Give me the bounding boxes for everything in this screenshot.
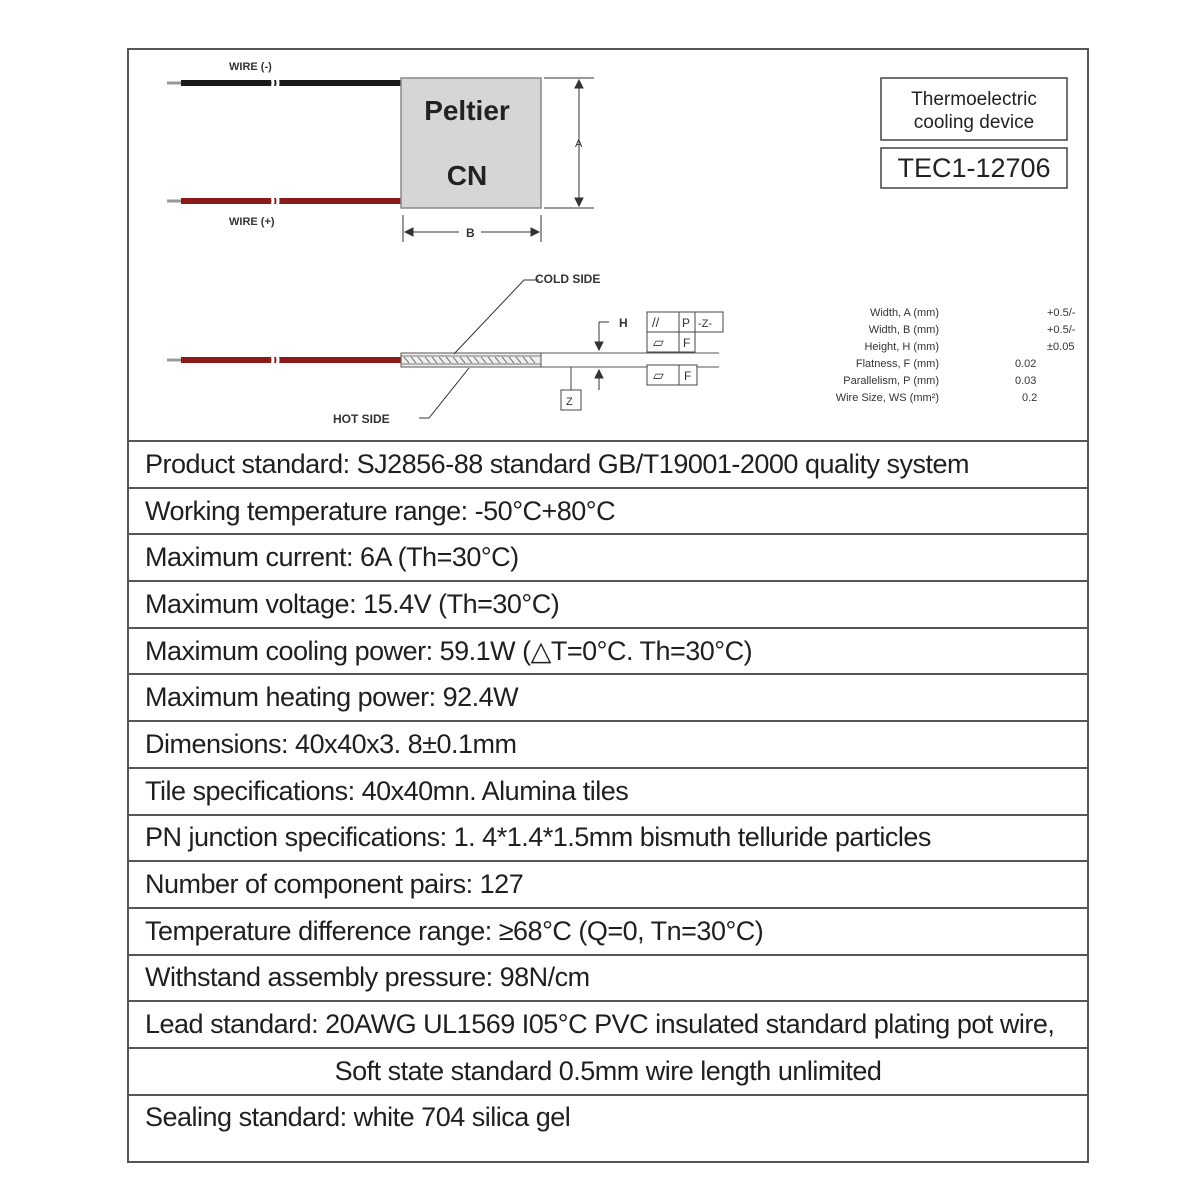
- spec-row: PN junction specifications: 1. 4*1.4*1.5mm bismuth telluride particles: [129, 814, 1087, 861]
- wire-positive: [167, 194, 401, 208]
- spec-row: Temperature difference range: ≥68°C (Q=0, Tn=30°C): [129, 907, 1087, 954]
- tolerance-label: Parallelism, P (mm): [843, 375, 939, 387]
- spec-row: Tile specifications: 40x40mn. Alumina tiles: [129, 767, 1087, 814]
- tolerance-value: 0.02: [1015, 358, 1037, 370]
- hot-side-label: HOT SIDE: [333, 412, 390, 426]
- module-label-line2: CN: [446, 160, 488, 191]
- dimension-b-label: B: [466, 226, 475, 240]
- wire-negative: [167, 76, 401, 90]
- tolerance-parallel-symbol: //: [652, 315, 660, 330]
- cold-side-label: COLD SIDE: [535, 272, 601, 286]
- device-caption-line2: cooling device: [913, 112, 1035, 133]
- tolerance-value: +0.5/-: [1047, 324, 1076, 336]
- model-number: TEC1-12706: [897, 153, 1051, 183]
- module-label-line1: Peltier: [424, 95, 510, 126]
- tolerance-value: 0.03: [1015, 375, 1037, 387]
- spec-row: Maximum cooling power: 59.1W (△T=0°C. Th=30°C): [129, 627, 1087, 674]
- dimension-a: [544, 78, 594, 208]
- tolerance-f-label: F: [683, 336, 691, 350]
- spec-row: Soft state standard 0.5mm wire length unlimited: [129, 1047, 1087, 1094]
- tolerance-label: Width, B (mm): [868, 324, 939, 336]
- peltier-diagram: [129, 50, 1087, 440]
- wire-positive-label: WIRE (+): [229, 216, 275, 228]
- dimension-a-label: A: [575, 138, 583, 150]
- spec-row: Sealing standard: white 704 silica gel: [129, 1094, 1087, 1141]
- spec-row: Withstand assembly pressure: 98N/cm: [129, 954, 1087, 1001]
- tolerance-label: Flatness, F (mm): [855, 358, 939, 370]
- wire-negative-label: WIRE (-): [229, 61, 272, 73]
- side-view-wire: [167, 353, 401, 367]
- spec-row: Maximum heating power: 92.4W: [129, 673, 1087, 720]
- spec-row: Working temperature range: -50°C+80°C: [129, 487, 1087, 534]
- tolerance-label: Width, A (mm): [869, 307, 939, 319]
- tolerance-f-label-2: F: [684, 369, 692, 383]
- spec-row: Maximum current: 6A (Th=30°C): [129, 533, 1087, 580]
- dimension-h-label: H: [619, 316, 628, 330]
- tolerance-value: 0.2: [1022, 392, 1038, 404]
- cold-side-leader: [454, 280, 539, 354]
- tolerance-label: Wire Size, WS (mm²): [835, 392, 939, 404]
- device-caption-line1: Thermoelectric: [911, 89, 1037, 110]
- spec-row: Number of component pairs: 127: [129, 860, 1087, 907]
- spec-row: Maximum voltage: 15.4V (Th=30°C): [129, 580, 1087, 627]
- datum-z-label: Z: [566, 396, 573, 408]
- tolerance-label: Height, H (mm): [864, 341, 939, 353]
- tolerance-value: +0.5/-: [1047, 307, 1076, 319]
- tolerance-spec-list: [836, 307, 1076, 404]
- spec-row: Lead standard: 20AWG UL1569 I05°C PVC insulated standard plating pot wire,: [129, 1000, 1087, 1047]
- tolerance-value: ±0.05: [1047, 341, 1075, 353]
- tolerance-flat-symbol: ▱: [653, 334, 664, 350]
- tolerance-z-label: -Z-: [698, 318, 713, 330]
- spec-row: Dimensions: 40x40x3. 8±0.1mm: [129, 720, 1087, 767]
- spec-table: [129, 440, 1087, 1140]
- dimension-h: [595, 322, 609, 390]
- datasheet: [127, 48, 1089, 1163]
- hot-side-leader: [419, 368, 469, 418]
- spec-row: Product standard: SJ2856-88 standard GB/T19001-2000 quality system: [129, 440, 1087, 487]
- tolerance-flat-symbol-2: ▱: [653, 367, 664, 383]
- tolerance-p-label: P: [682, 316, 691, 330]
